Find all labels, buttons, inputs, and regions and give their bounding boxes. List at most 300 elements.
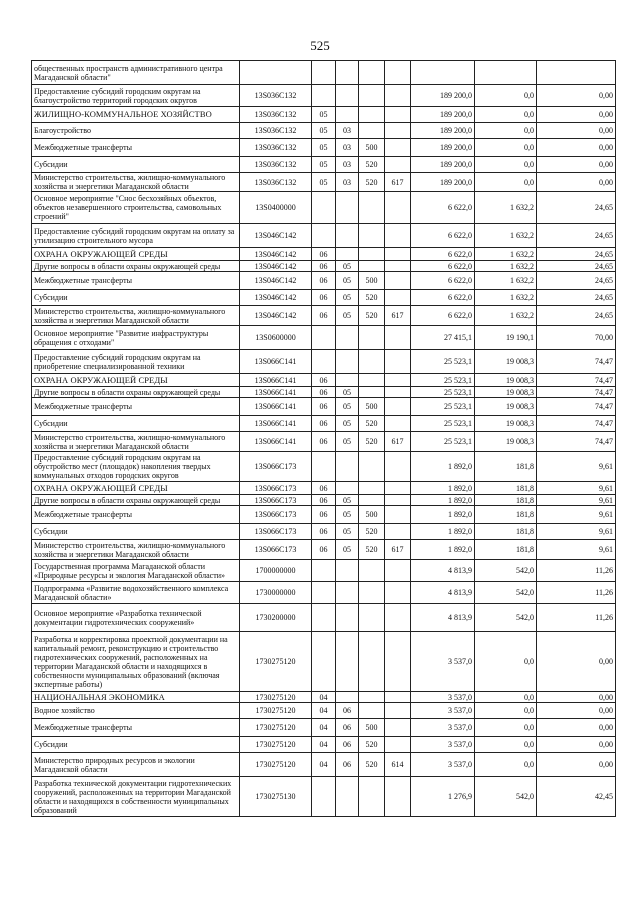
row-main-administrator-cell: 617 xyxy=(385,306,411,326)
row-executed-amount-cell: 19 008,3 xyxy=(475,398,537,416)
row-main-administrator-cell: 617 xyxy=(385,540,411,560)
table-row xyxy=(32,604,616,632)
row-planned-amount-cell xyxy=(411,61,475,85)
row-expense-type-cell xyxy=(359,703,385,719)
row-expense-type-cell xyxy=(359,632,385,692)
row-target-article-cell: 1730200000 xyxy=(240,604,312,632)
row-main-administrator-cell: 614 xyxy=(385,753,411,777)
row-section-cell: 04 xyxy=(312,737,336,753)
budget-table-body xyxy=(32,61,616,817)
row-target-article-cell xyxy=(240,61,312,85)
row-name-cell: Предоставление субсидий городским округам на приобретение специализированной техники xyxy=(32,350,240,374)
row-section-cell: 06 xyxy=(312,398,336,416)
row-name-cell: Предоставление субсидий городским округам на обустройство мест (площадок) накопления твердых коммунальных отходов городских округов xyxy=(32,452,240,482)
row-section-cell: 05 xyxy=(312,139,336,157)
row-executed-amount-cell: 542,0 xyxy=(475,604,537,632)
row-target-article-cell: 13S066C173 xyxy=(240,495,312,506)
row-target-article-cell: 13S066C173 xyxy=(240,540,312,560)
row-section-cell: 06 xyxy=(312,416,336,432)
row-executed-amount-cell: 0,0 xyxy=(475,123,537,139)
row-subsection-cell xyxy=(336,350,359,374)
row-main-administrator-cell xyxy=(385,248,411,261)
row-executed-amount-cell: 1 632,2 xyxy=(475,248,537,261)
row-subsection-cell xyxy=(336,85,359,107)
table-row xyxy=(32,737,616,753)
row-section-cell: 06 xyxy=(312,432,336,452)
row-target-article-cell: 13S066C141 xyxy=(240,416,312,432)
table-row xyxy=(32,692,616,703)
row-main-administrator-cell xyxy=(385,495,411,506)
row-expense-type-cell xyxy=(359,692,385,703)
row-planned-amount-cell: 25 523,1 xyxy=(411,416,475,432)
table-row xyxy=(32,261,616,272)
row-main-administrator-cell xyxy=(385,482,411,495)
row-section-cell: 04 xyxy=(312,692,336,703)
row-subsection-cell: 05 xyxy=(336,432,359,452)
row-name-cell: ОХРАНА ОКРУЖАЮЩЕЙ СРЕДЫ xyxy=(32,248,240,261)
row-section-cell: 05 xyxy=(312,173,336,192)
row-executed-amount-cell: 0,0 xyxy=(475,737,537,753)
row-subsection-cell: 05 xyxy=(336,524,359,540)
row-main-administrator-cell xyxy=(385,737,411,753)
table-row xyxy=(32,582,616,604)
table-row xyxy=(32,416,616,432)
row-executed-amount-cell: 19 008,3 xyxy=(475,350,537,374)
row-name-cell: Межбюджетные трансферты xyxy=(32,398,240,416)
row-execution-percent-cell: 9,61 xyxy=(537,506,616,524)
row-executed-amount-cell: 0,0 xyxy=(475,85,537,107)
row-executed-amount-cell: 19 008,3 xyxy=(475,416,537,432)
row-execution-percent-cell: 74,47 xyxy=(537,432,616,452)
row-main-administrator-cell xyxy=(385,85,411,107)
row-target-article-cell: 13S066C141 xyxy=(240,374,312,387)
row-expense-type-cell xyxy=(359,107,385,123)
row-executed-amount-cell: 19 008,3 xyxy=(475,374,537,387)
row-name-cell: Другие вопросы в области охраны окружающей среды xyxy=(32,387,240,398)
row-planned-amount-cell: 6 622,0 xyxy=(411,224,475,248)
row-section-cell: 06 xyxy=(312,495,336,506)
row-executed-amount-cell: 0,0 xyxy=(475,173,537,192)
row-main-administrator-cell xyxy=(385,560,411,582)
row-execution-percent-cell: 74,47 xyxy=(537,350,616,374)
row-name-cell: ОХРАНА ОКРУЖАЮЩЕЙ СРЕДЫ xyxy=(32,374,240,387)
row-section-cell: 05 xyxy=(312,157,336,173)
row-section-cell xyxy=(312,192,336,224)
row-main-administrator-cell xyxy=(385,777,411,817)
row-expense-type-cell: 520 xyxy=(359,524,385,540)
table-row xyxy=(32,350,616,374)
row-expense-type-cell xyxy=(359,192,385,224)
row-main-administrator-cell xyxy=(385,398,411,416)
row-execution-percent-cell: 42,45 xyxy=(537,777,616,817)
row-section-cell: 06 xyxy=(312,261,336,272)
row-target-article-cell: 13S066C173 xyxy=(240,452,312,482)
row-section-cell: 06 xyxy=(312,374,336,387)
row-expense-type-cell xyxy=(359,248,385,261)
table-row xyxy=(32,290,616,306)
row-name-cell: НАЦИОНАЛЬНАЯ ЭКОНОМИКА xyxy=(32,692,240,703)
row-name-cell: Субсидии xyxy=(32,524,240,540)
row-section-cell: 06 xyxy=(312,540,336,560)
row-target-article-cell: 13S046C142 xyxy=(240,261,312,272)
table-row xyxy=(32,107,616,123)
row-section-cell: 06 xyxy=(312,272,336,290)
row-name-cell: Основное мероприятие «Разработка технической документации гидротехнических сооружений» xyxy=(32,604,240,632)
row-name-cell: Основное мероприятие "Снос бесхозяйных объектов, объектов незавершенного строительства, самовольных строений" xyxy=(32,192,240,224)
row-executed-amount-cell: 1 632,2 xyxy=(475,261,537,272)
row-executed-amount-cell: 0,0 xyxy=(475,157,537,173)
row-target-article-cell: 13S066C173 xyxy=(240,482,312,495)
row-name-cell: Другие вопросы в области охраны окружающей среды xyxy=(32,495,240,506)
table-row xyxy=(32,506,616,524)
row-target-article-cell: 13S036C132 xyxy=(240,139,312,157)
row-target-article-cell: 13S066C141 xyxy=(240,398,312,416)
row-main-administrator-cell xyxy=(385,604,411,632)
table-row xyxy=(32,482,616,495)
row-name-cell: Министерство строительства, жилищно-коммунального хозяйства и энергетики Магаданской области xyxy=(32,540,240,560)
table-row xyxy=(32,248,616,261)
row-subsection-cell xyxy=(336,692,359,703)
row-main-administrator-cell xyxy=(385,139,411,157)
row-planned-amount-cell: 3 537,0 xyxy=(411,719,475,737)
row-subsection-cell: 03 xyxy=(336,139,359,157)
table-row xyxy=(32,452,616,482)
row-subsection-cell xyxy=(336,604,359,632)
table-row xyxy=(32,374,616,387)
row-main-administrator-cell xyxy=(385,374,411,387)
row-planned-amount-cell: 3 537,0 xyxy=(411,703,475,719)
row-planned-amount-cell: 189 200,0 xyxy=(411,123,475,139)
row-executed-amount-cell: 0,0 xyxy=(475,719,537,737)
row-main-administrator-cell xyxy=(385,192,411,224)
row-subsection-cell: 05 xyxy=(336,495,359,506)
row-subsection-cell: 05 xyxy=(336,272,359,290)
table-row xyxy=(32,224,616,248)
row-execution-percent-cell: 0,00 xyxy=(537,173,616,192)
row-subsection-cell xyxy=(336,560,359,582)
row-planned-amount-cell: 4 813,9 xyxy=(411,604,475,632)
row-executed-amount-cell: 1 632,2 xyxy=(475,224,537,248)
row-name-cell: Подпрограмма «Развитие водохозяйственного комплекса Магаданской области» xyxy=(32,582,240,604)
row-section-cell xyxy=(312,350,336,374)
row-planned-amount-cell: 1 892,0 xyxy=(411,540,475,560)
row-name-cell: Межбюджетные трансферты xyxy=(32,272,240,290)
row-section-cell xyxy=(312,85,336,107)
row-subsection-cell: 05 xyxy=(336,261,359,272)
budget-table xyxy=(31,60,616,817)
row-target-article-cell: 1730275120 xyxy=(240,737,312,753)
row-expense-type-cell: 520 xyxy=(359,416,385,432)
row-target-article-cell: 13S046C142 xyxy=(240,224,312,248)
row-expense-type-cell xyxy=(359,350,385,374)
row-main-administrator-cell xyxy=(385,719,411,737)
row-main-administrator-cell xyxy=(385,387,411,398)
row-target-article-cell: 13S046C142 xyxy=(240,248,312,261)
row-expense-type-cell: 520 xyxy=(359,432,385,452)
row-expense-type-cell: 500 xyxy=(359,139,385,157)
row-execution-percent-cell: 24,65 xyxy=(537,290,616,306)
row-name-cell: Межбюджетные трансферты xyxy=(32,139,240,157)
row-expense-type-cell xyxy=(359,374,385,387)
row-executed-amount-cell: 1 632,2 xyxy=(475,306,537,326)
row-expense-type-cell: 500 xyxy=(359,398,385,416)
row-execution-percent-cell: 11,26 xyxy=(537,560,616,582)
row-main-administrator-cell xyxy=(385,452,411,482)
row-subsection-cell: 05 xyxy=(336,290,359,306)
row-expense-type-cell: 520 xyxy=(359,540,385,560)
row-execution-percent-cell: 9,61 xyxy=(537,482,616,495)
row-planned-amount-cell: 1 892,0 xyxy=(411,495,475,506)
row-subsection-cell: 06 xyxy=(336,719,359,737)
row-expense-type-cell: 500 xyxy=(359,719,385,737)
row-subsection-cell: 03 xyxy=(336,123,359,139)
row-expense-type-cell: 520 xyxy=(359,737,385,753)
row-execution-percent-cell: 0,00 xyxy=(537,719,616,737)
row-section-cell: 06 xyxy=(312,506,336,524)
row-planned-amount-cell: 1 892,0 xyxy=(411,482,475,495)
row-name-cell: Субсидии xyxy=(32,157,240,173)
row-main-administrator-cell xyxy=(385,582,411,604)
row-planned-amount-cell: 189 200,0 xyxy=(411,107,475,123)
row-planned-amount-cell: 189 200,0 xyxy=(411,85,475,107)
row-main-administrator-cell xyxy=(385,524,411,540)
row-target-article-cell: 13S066C141 xyxy=(240,387,312,398)
row-executed-amount-cell: 0,0 xyxy=(475,753,537,777)
row-planned-amount-cell: 25 523,1 xyxy=(411,350,475,374)
row-execution-percent-cell: 74,47 xyxy=(537,416,616,432)
row-name-cell: Субсидии xyxy=(32,290,240,306)
row-planned-amount-cell: 1 276,9 xyxy=(411,777,475,817)
row-section-cell: 04 xyxy=(312,753,336,777)
row-expense-type-cell: 520 xyxy=(359,157,385,173)
row-target-article-cell: 13S066C141 xyxy=(240,350,312,374)
row-subsection-cell: 03 xyxy=(336,157,359,173)
row-execution-percent-cell: 0,00 xyxy=(537,85,616,107)
row-name-cell: общественных пространств административного центра Магаданской области" xyxy=(32,61,240,85)
row-expense-type-cell xyxy=(359,582,385,604)
row-subsection-cell: 05 xyxy=(336,540,359,560)
row-executed-amount-cell: 181,8 xyxy=(475,506,537,524)
table-row xyxy=(32,306,616,326)
page-number: 525 xyxy=(310,38,330,53)
row-execution-percent-cell: 9,61 xyxy=(537,495,616,506)
row-name-cell: Министерство природных ресурсов и экологии Магаданской области xyxy=(32,753,240,777)
row-subsection-cell: 03 xyxy=(336,173,359,192)
row-main-administrator-cell xyxy=(385,326,411,350)
row-execution-percent-cell: 0,00 xyxy=(537,753,616,777)
row-name-cell: ОХРАНА ОКРУЖАЮЩЕЙ СРЕДЫ xyxy=(32,482,240,495)
row-execution-percent-cell: 74,47 xyxy=(537,374,616,387)
row-planned-amount-cell: 189 200,0 xyxy=(411,157,475,173)
row-target-article-cell: 1730000000 xyxy=(240,582,312,604)
row-subsection-cell: 06 xyxy=(336,703,359,719)
table-row xyxy=(32,387,616,398)
table-row xyxy=(32,432,616,452)
row-name-cell: Водное хозяйство xyxy=(32,703,240,719)
row-planned-amount-cell: 6 622,0 xyxy=(411,272,475,290)
row-subsection-cell: 05 xyxy=(336,506,359,524)
row-expense-type-cell: 500 xyxy=(359,506,385,524)
row-planned-amount-cell: 4 813,9 xyxy=(411,582,475,604)
row-subsection-cell xyxy=(336,777,359,817)
row-planned-amount-cell: 189 200,0 xyxy=(411,173,475,192)
row-section-cell xyxy=(312,224,336,248)
row-execution-percent-cell: 24,65 xyxy=(537,261,616,272)
table-row xyxy=(32,719,616,737)
row-expense-type-cell: 520 xyxy=(359,173,385,192)
row-planned-amount-cell: 25 523,1 xyxy=(411,387,475,398)
row-main-administrator-cell xyxy=(385,632,411,692)
row-planned-amount-cell: 25 523,1 xyxy=(411,432,475,452)
row-execution-percent-cell: 11,26 xyxy=(537,604,616,632)
row-execution-percent-cell: 11,26 xyxy=(537,582,616,604)
row-target-article-cell: 13S036C132 xyxy=(240,107,312,123)
row-section-cell xyxy=(312,582,336,604)
row-target-article-cell: 13S066C141 xyxy=(240,432,312,452)
row-planned-amount-cell: 3 537,0 xyxy=(411,632,475,692)
row-main-administrator-cell xyxy=(385,703,411,719)
row-executed-amount-cell: 1 632,2 xyxy=(475,272,537,290)
row-expense-type-cell xyxy=(359,123,385,139)
row-target-article-cell: 13S046C142 xyxy=(240,272,312,290)
row-executed-amount-cell: 0,0 xyxy=(475,632,537,692)
row-name-cell: Предоставление субсидий городским округам на оплату за утилизацию строительного мусора xyxy=(32,224,240,248)
row-expense-type-cell xyxy=(359,560,385,582)
row-planned-amount-cell: 25 523,1 xyxy=(411,398,475,416)
row-subsection-cell xyxy=(336,374,359,387)
row-target-article-cell: 1730275120 xyxy=(240,719,312,737)
row-execution-percent-cell: 24,65 xyxy=(537,224,616,248)
row-execution-percent-cell: 0,00 xyxy=(537,107,616,123)
row-planned-amount-cell: 6 622,0 xyxy=(411,290,475,306)
row-execution-percent-cell: 74,47 xyxy=(537,398,616,416)
row-section-cell: 04 xyxy=(312,703,336,719)
row-name-cell: Межбюджетные трансферты xyxy=(32,506,240,524)
row-name-cell: Разработка технической документации гидротехнических сооружений, расположенных на территории Магаданской области и находящихся в собственности муниципальных образований xyxy=(32,777,240,817)
row-target-article-cell: 13S036C132 xyxy=(240,173,312,192)
row-name-cell: Разработка и корректировка проектной документации на капитальный ремонт, реконструкцию и строительство гидротехнических сооружений, расположенных на территории Магаданской области и находящихся в собственности муниципальных образований (включая экспертные работы) xyxy=(32,632,240,692)
table-row xyxy=(32,632,616,692)
table-row xyxy=(32,192,616,224)
row-name-cell: Министерство строительства, жилищно-коммунального хозяйства и энергетики Магаданской области xyxy=(32,306,240,326)
row-name-cell: Министерство строительства, жилищно-коммунального хозяйства и энергетики Магаданской области xyxy=(32,432,240,452)
row-section-cell xyxy=(312,61,336,85)
row-main-administrator-cell xyxy=(385,123,411,139)
table-row xyxy=(32,85,616,107)
row-subsection-cell: 05 xyxy=(336,416,359,432)
row-main-administrator-cell: 617 xyxy=(385,432,411,452)
row-planned-amount-cell: 4 813,9 xyxy=(411,560,475,582)
row-expense-type-cell xyxy=(359,452,385,482)
row-target-article-cell: 1730275120 xyxy=(240,632,312,692)
row-name-cell: Основное мероприятие "Развитие инфраструктуры обращения с отходами" xyxy=(32,326,240,350)
row-expense-type-cell: 520 xyxy=(359,306,385,326)
table-row xyxy=(32,524,616,540)
table-row xyxy=(32,326,616,350)
row-executed-amount-cell: 542,0 xyxy=(475,777,537,817)
row-execution-percent-cell: 0,00 xyxy=(537,737,616,753)
row-main-administrator-cell xyxy=(385,61,411,85)
row-main-administrator-cell xyxy=(385,272,411,290)
row-subsection-cell: 05 xyxy=(336,398,359,416)
row-executed-amount-cell: 1 632,2 xyxy=(475,192,537,224)
row-name-cell: Межбюджетные трансферты xyxy=(32,719,240,737)
row-target-article-cell: 13S0600000 xyxy=(240,326,312,350)
row-target-article-cell: 13S0400000 xyxy=(240,192,312,224)
row-main-administrator-cell xyxy=(385,416,411,432)
row-name-cell: Предоставление субсидий городским округам на благоустройство территорий городских округов xyxy=(32,85,240,107)
row-planned-amount-cell: 6 622,0 xyxy=(411,248,475,261)
row-section-cell xyxy=(312,452,336,482)
row-subsection-cell xyxy=(336,61,359,85)
row-subsection-cell xyxy=(336,107,359,123)
row-subsection-cell xyxy=(336,192,359,224)
row-section-cell: 06 xyxy=(312,387,336,398)
row-main-administrator-cell xyxy=(385,157,411,173)
row-planned-amount-cell: 6 622,0 xyxy=(411,306,475,326)
row-executed-amount-cell: 181,8 xyxy=(475,524,537,540)
row-target-article-cell: 13S066C173 xyxy=(240,524,312,540)
row-executed-amount-cell: 0,0 xyxy=(475,692,537,703)
table-row xyxy=(32,398,616,416)
row-execution-percent-cell: 0,00 xyxy=(537,632,616,692)
row-section-cell: 06 xyxy=(312,290,336,306)
row-name-cell: ЖИЛИЩНО-КОММУНАЛЬНОЕ ХОЗЯЙСТВО xyxy=(32,107,240,123)
row-executed-amount-cell: 181,8 xyxy=(475,540,537,560)
row-execution-percent-cell xyxy=(537,61,616,85)
row-planned-amount-cell: 3 537,0 xyxy=(411,737,475,753)
row-executed-amount-cell: 542,0 xyxy=(475,582,537,604)
row-section-cell xyxy=(312,632,336,692)
row-executed-amount-cell: 19 008,3 xyxy=(475,432,537,452)
table-row xyxy=(32,139,616,157)
row-section-cell: 05 xyxy=(312,123,336,139)
row-name-cell: Субсидии xyxy=(32,737,240,753)
row-target-article-cell: 13S036C132 xyxy=(240,85,312,107)
row-expense-type-cell xyxy=(359,61,385,85)
table-row xyxy=(32,157,616,173)
row-executed-amount-cell: 542,0 xyxy=(475,560,537,582)
row-executed-amount-cell xyxy=(475,61,537,85)
row-main-administrator-cell xyxy=(385,224,411,248)
row-name-cell: Министерство строительства, жилищно-коммунального хозяйства и энергетики Магаданской области xyxy=(32,173,240,192)
row-planned-amount-cell: 189 200,0 xyxy=(411,139,475,157)
row-expense-type-cell xyxy=(359,482,385,495)
row-target-article-cell: 1730275120 xyxy=(240,753,312,777)
row-target-article-cell: 13S036C132 xyxy=(240,157,312,173)
row-planned-amount-cell: 1 892,0 xyxy=(411,524,475,540)
table-row xyxy=(32,173,616,192)
table-row xyxy=(32,703,616,719)
table-row xyxy=(32,560,616,582)
row-main-administrator-cell xyxy=(385,290,411,306)
row-execution-percent-cell: 24,65 xyxy=(537,272,616,290)
row-expense-type-cell xyxy=(359,777,385,817)
row-expense-type-cell xyxy=(359,495,385,506)
table-row xyxy=(32,540,616,560)
row-main-administrator-cell xyxy=(385,350,411,374)
row-execution-percent-cell: 24,65 xyxy=(537,248,616,261)
table-row xyxy=(32,777,616,817)
row-subsection-cell xyxy=(336,248,359,261)
row-planned-amount-cell: 25 523,1 xyxy=(411,374,475,387)
row-planned-amount-cell: 1 892,0 xyxy=(411,506,475,524)
row-executed-amount-cell: 19 190,1 xyxy=(475,326,537,350)
row-subsection-cell xyxy=(336,482,359,495)
row-subsection-cell: 05 xyxy=(336,387,359,398)
row-executed-amount-cell: 181,8 xyxy=(475,482,537,495)
row-planned-amount-cell: 3 537,0 xyxy=(411,692,475,703)
